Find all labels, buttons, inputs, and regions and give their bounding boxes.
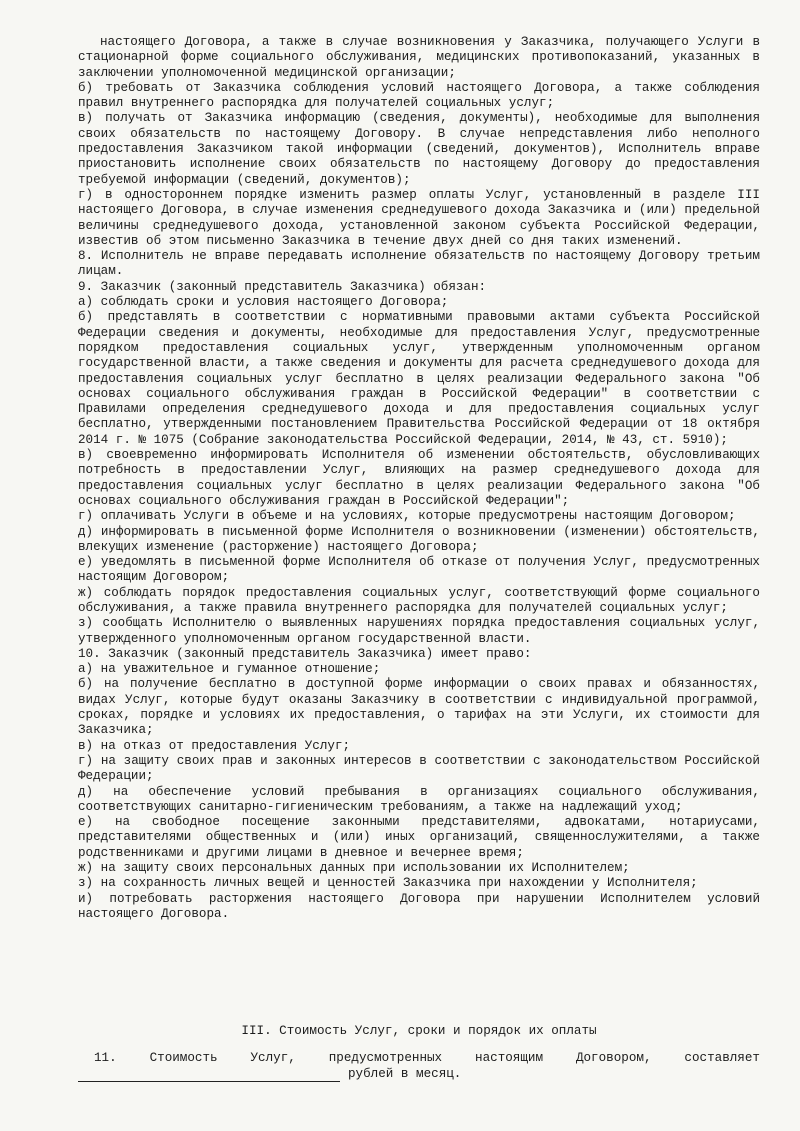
section-heading: III. Стоимость Услуг, сроки и порядок их оплаты	[241, 1024, 597, 1038]
contract-paragraph: з) сообщать Исполнителю о выявленных нарушениях порядка предоставления социальных услуг, утвержденного уполномоченным органом государственной власти.	[78, 616, 760, 646]
contract-paragraph: 9. Заказчик (законный представитель Заказчика) обязан:	[78, 279, 487, 294]
contract-paragraph: д) на обеспечение условий пребывания в организациях социального обслуживания, соответствующих санитарно-гигиеническим требованиям, а также на надлежащий уход;	[78, 784, 760, 814]
contract-paragraph: з) на сохранность личных вещей и ценностей Заказчика при нахождении у Исполнителя;	[78, 876, 698, 891]
contract-paragraph: г) в одностороннем порядке изменить размер оплаты Услуг, установленный в разделе III настоящего Договора, в случае изменения среднедушевого дохода Заказчика и (или) предельной величины среднедушевого дохода, установленной законом субъекта Российской Федерации, известив об этом письменно Заказчика в течение двух дней со дня таких изменений.	[78, 187, 760, 248]
cost-clause-word: 11.	[94, 1051, 117, 1065]
cost-clause-word: предусмотренных	[328, 1051, 443, 1065]
contract-paragraph: б) на получение бесплатно в доступной форме информации о своих правах и обязанностях, видах Услуг, которые будут оказаны Заказчику в соответствии с индивидуальной программой, сроках, порядке и условиях их предоставления, о тарифах на эти Услуги, их стоимости для Заказчика;	[78, 677, 760, 738]
cost-clause-word: Договором,	[575, 1051, 652, 1065]
amount-blank-field[interactable]	[78, 1067, 340, 1082]
contract-paragraph: е) уведомлять в письменной форме Исполнителя об отказе от получения Услуг, предусмотренных настоящим Договором;	[78, 555, 760, 585]
contract-paragraph: а) на уважительное и гуманное отношение;	[78, 662, 381, 677]
cost-clause-first-line	[78, 1050, 760, 1066]
cost-clause-word: Стоимость	[149, 1051, 218, 1065]
contract-paragraph: б) представлять в соответствии с нормативными правовыми актами субъекта Российской Федерации сведения и документы, необходимые для предоставления Услуг, предусмотренные порядком предоставления социальных услуг, утвержденным уполномоченным органом государственной власти, а также сведения и документы для расчета среднедушевого дохода для предоставления социальных услуг бесплатно в целях реализации Федерального закона "Об основах социального обслуживания граждан в Российской Федерации" в соответствии с Правилами определения среднедушевого дохода и для предоставления социальных услуг бесплатно, утвержденными постановлением Правительства Российской Федерации от 18 октября 2014 г. № 1075 (Собрание законодательства Российской Федерации, 2014, № 43, ст. 5910);	[78, 310, 760, 447]
contract-paragraph: настоящего Договора, а также в случае возникновения у Заказчика, получающего Услуги в стационарной форме социального обслуживания, медицинских противопоказаний, указанных в заключении уполномоченной медицинской организации;	[78, 35, 760, 80]
contract-paragraph: ж) соблюдать порядок предоставления социальных услуг, соответствующий форме социального обслуживания, а также правила внутреннего распорядка для получателей социальных услуг;	[78, 585, 760, 615]
contract-paragraph: 10. Заказчик (законный представитель Заказчика) имеет право:	[78, 646, 532, 661]
contract-paragraph: в) на отказ от предоставления Услуг;	[78, 738, 351, 753]
contract-paragraph: д) информировать в письменной форме Исполнителя о возникновении (изменении) обстоятельств, влекущих изменение (расторжение) настоящего Договора;	[78, 524, 760, 554]
contract-body	[78, 35, 760, 922]
cost-clause-word: Услуг,	[250, 1051, 296, 1065]
contract-paragraph: в) получать от Заказчика информацию (сведения, документы), необходимые для выполнения своих обязательств по настоящему Договору. В случае непредставления либо неполного предоставления Заказчиком такой информации (сведений, документов), Исполнитель вправе приостановить исполнение своих обязательств по настоящему Договору до предоставления требуемой информации (сведений, документов);	[78, 111, 760, 187]
contract-paragraph: в) своевременно информировать Исполнителя об изменении обстоятельств, обусловливающих потребность в предоставлении Услуг, влияющих на размер среднедушевого дохода для предоставления социальных услуг бесплатно в целях реализации Федерального закона "Об основах социального обслуживания граждан в Российской Федерации";	[78, 448, 760, 508]
contract-paragraph: а) соблюдать сроки и условия настоящего Договора;	[78, 295, 449, 310]
contract-paragraph: 8. Исполнитель не вправе передавать исполнение обязательств по настоящему Договору третьим лицам.	[78, 249, 760, 279]
cost-unit-text: рублей в месяц.	[348, 1067, 462, 1081]
cost-clause-word: настоящим	[475, 1051, 544, 1065]
cost-clause-second-line	[78, 1066, 760, 1082]
contract-paragraph: е) на свободное посещение законными представителями, адвокатами, нотариусами, представителями общественных и (или) иных организаций, священнослужителями, а также родственниками и другими лицами в дневное и вечернее время;	[78, 815, 760, 860]
contract-paragraph: ж) на защиту своих персональных данных при использовании их Исполнителем;	[78, 861, 630, 876]
contract-paragraph: г) оплачивать Услуги в объеме и на условиях, которые предусмотрены настоящим Договором;	[78, 509, 736, 524]
cost-clause	[78, 1050, 760, 1082]
contract-paragraph: б) требовать от Заказчика соблюдения условий настоящего Договора, а также соблюдения правил внутреннего распорядка для получателей социальных услуг;	[78, 80, 760, 111]
contract-paragraph: и) потребовать расторжения настоящего Договора при нарушении Исполнителем условий настоящего Договора.	[78, 891, 760, 921]
cost-clause-word: составляет	[684, 1051, 760, 1065]
contract-paragraph: г) на защиту своих прав и законных интересов в соответствии с законодательством Российской Федерации;	[78, 753, 760, 784]
